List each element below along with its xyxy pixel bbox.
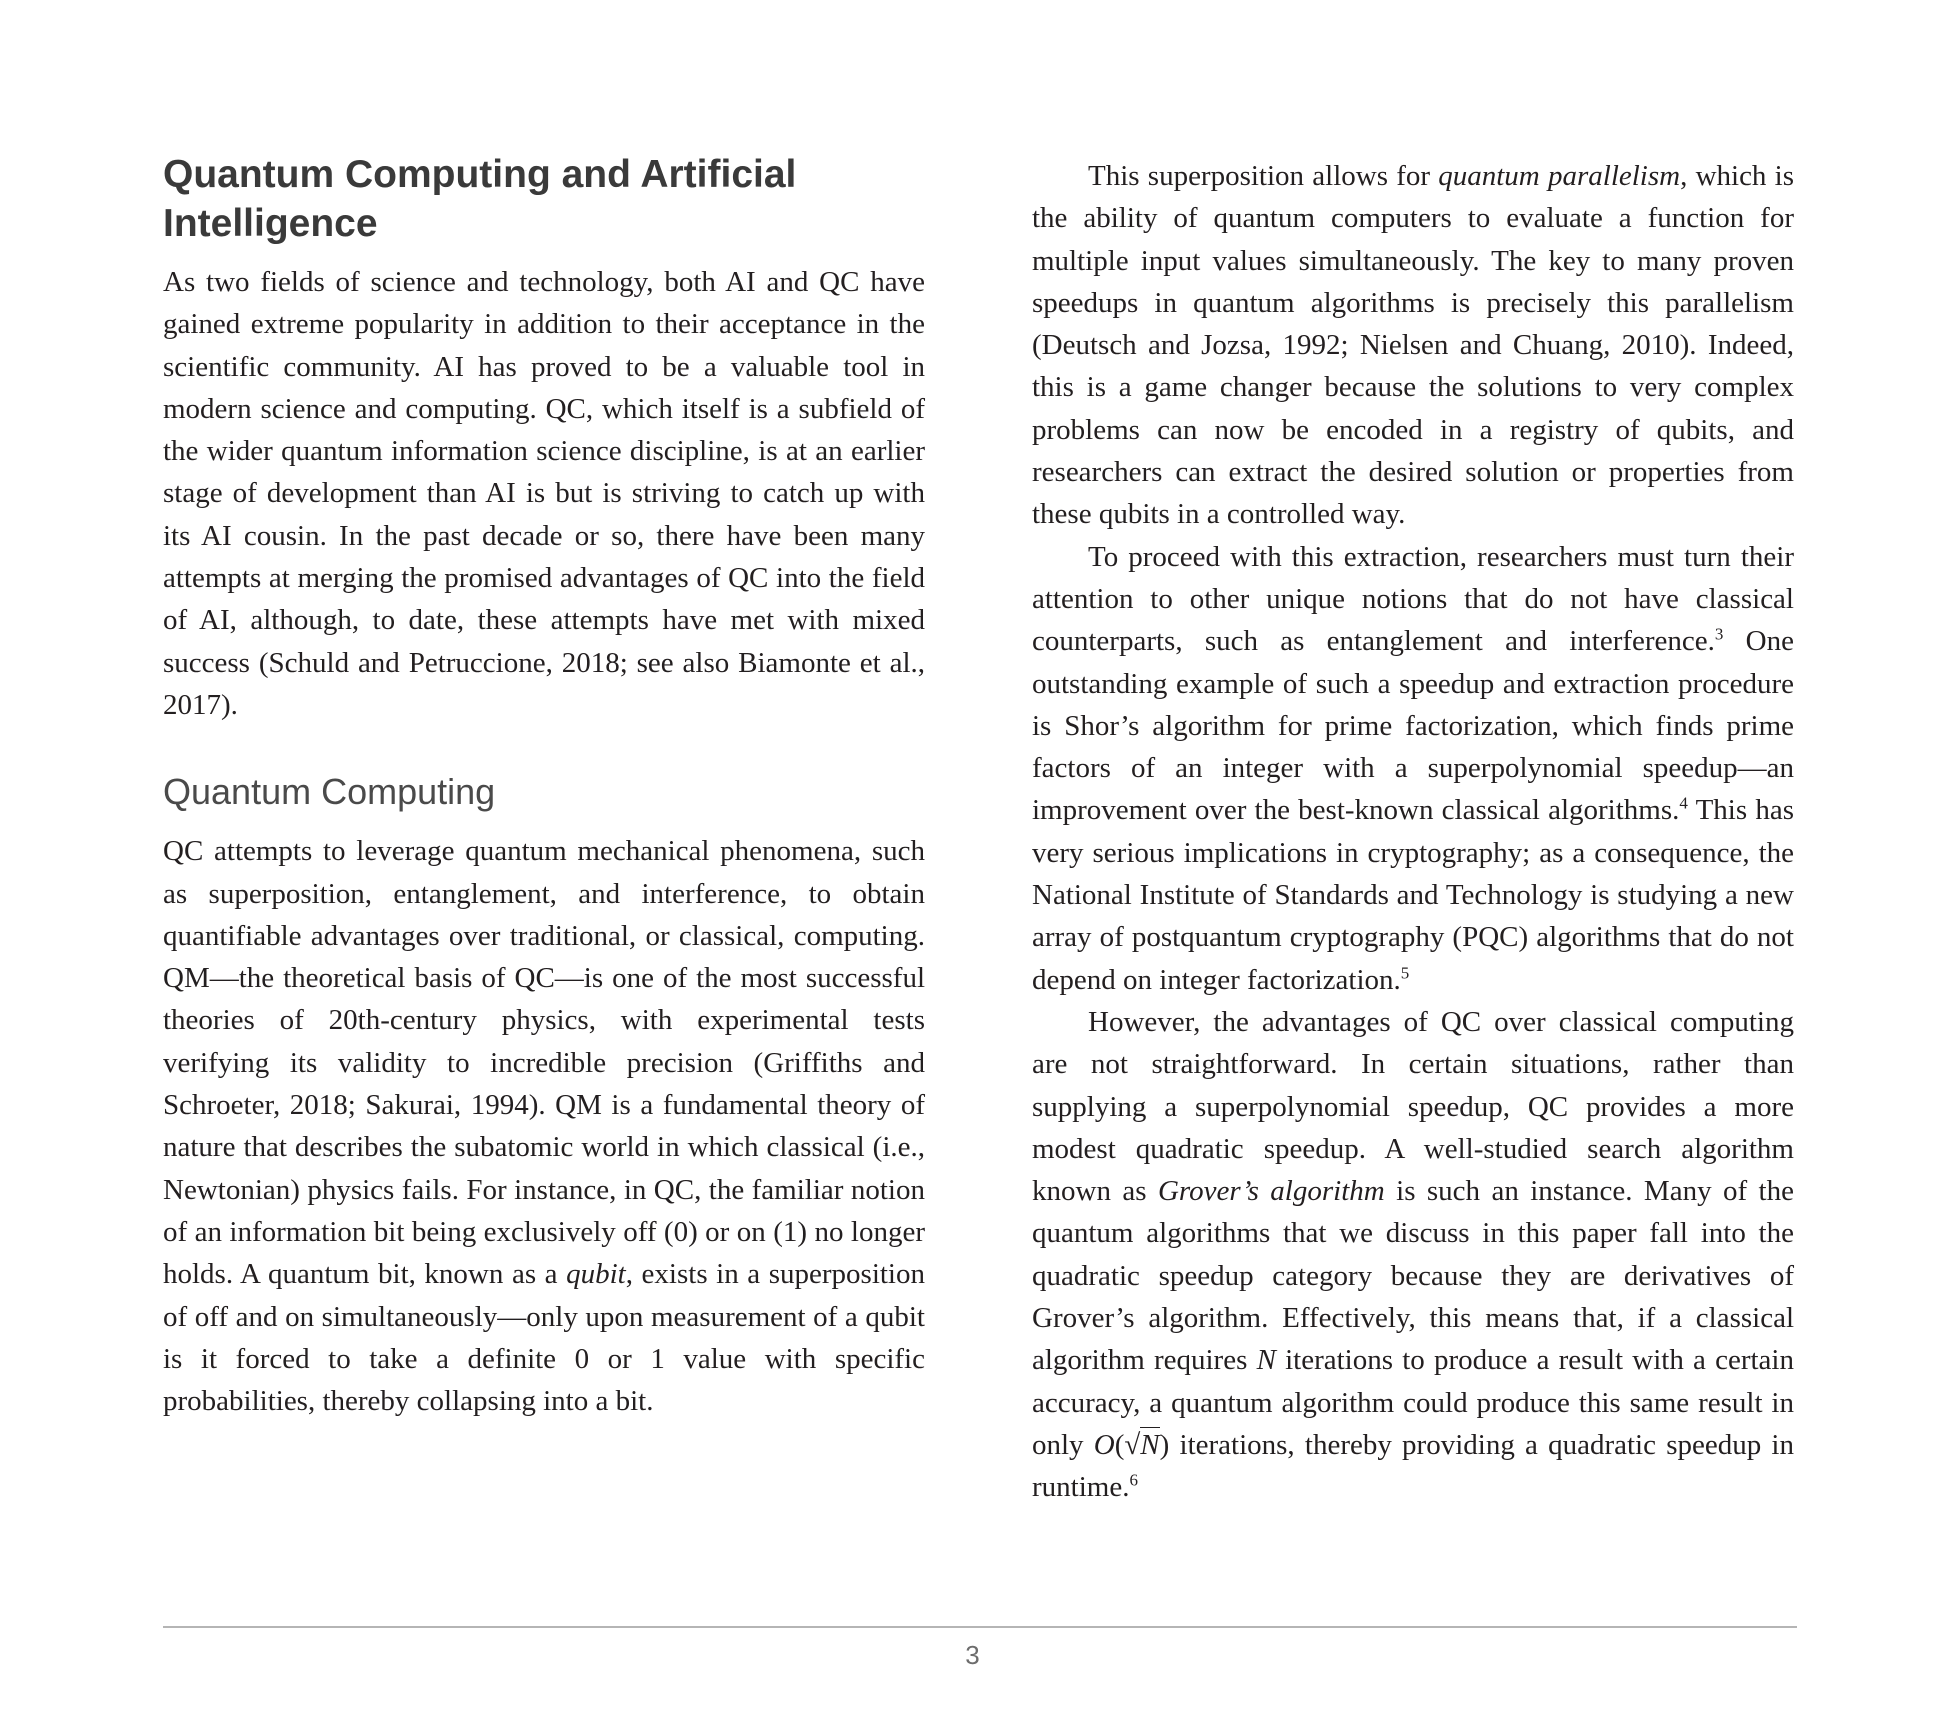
variable-n: N [1256,1344,1276,1377]
footnote-ref-3[interactable]: 3 [1714,624,1724,644]
grover-paragraph [1032,1001,1794,1509]
math-open: (√ [1114,1428,1141,1461]
section-heading: Quantum Computing and Artificial Intelligence [163,153,797,245]
footnote-ref-4[interactable]: 4 [1679,793,1688,813]
math-o: O [1093,1428,1115,1461]
subsection-heading: Quantum Computing [163,771,496,813]
qubit-term: qubit [566,1258,626,1291]
grover-text-4: iterations, thereby providing a quadratic speedup in runtime. [1032,1428,1794,1504]
grover-text-1: However, the advantages of QC over classical computing are not straightforward. In certain situations, rather than supplying a superpolynomial speedup, QC provides a more modest quadratic speedup. A well-studied search algorithm known as [1032,1005,1794,1208]
grover-text-2: is such an instance. Many of the quantum algorithms that we discuss in this paper fall into the quadratic speedup category because they are derivatives of Grover’s algorithm. Effectively, this means that, if a classical algorithm requires [1032,1175,1794,1377]
math-n: N [1140,1428,1160,1461]
footnote-ref-5[interactable]: 5 [1400,962,1410,982]
page-number: 3 [965,1640,980,1670]
footer-divider [163,1626,1797,1628]
extraction-text-1: To proceed with this extraction, researchers must turn their attention to other unique notions that do not have classical counterparts, such as entanglement and interference. [1032,540,1794,658]
left-column [163,150,925,1422]
quantum-parallelism-term: quantum parallelism [1438,160,1681,192]
intro-paragraph: As two fields of science and technology, both AI and QC have gained extreme popularity in addition to their acceptance in the scientific community. AI has proved to be a valuable tool in modern science and computing. QC, which itself is a subfield of the wider quantum information science discipline, is at an earlier stage of development than AI is but is striving to catch up with its AI cousin. In the past decade or so, there have been many attempts at merging the promised advantages of QC into the field of AI, although, to date, these attempts have met with mixed success (Schuld and Petruccione, 2018; see also Biamonte et al., 2017). [163,266,925,721]
qc-paragraph [163,830,925,1422]
extraction-text-2: One outstanding example of such a speedup and extraction procedure is Shor’s algorithm for prime factorization, which finds prime factors of an integer with a superpolynomial speedup—an improvement over the best-known classical algorithms. [1032,625,1794,827]
qc-paragraph-text-2: , exists in a superposition of off and on simultaneously—only upon measurement of a qubit is it forced to take a definite 0 or 1 value with specific probabilities, thereby collapsing into a bit. [163,1258,925,1418]
footnote-ref-6[interactable]: 6 [1129,1470,1138,1490]
math-close: ) [1159,1428,1170,1461]
grover-text-3: iterations to produce a result with a certain accuracy, a quantum algorithm could produce this same result in only [1032,1344,1794,1461]
parallelism-paragraph [1032,155,1794,536]
extraction-text-3: This has very serious implications in cryptography; as a consequence, the National Institute of Standards and Technology is studying a new array of postquantum cryptography (PQC) algorithms that do not depend on integer factorization. [1032,794,1794,996]
grovers-algorithm-term: Grover’s algorithm [1157,1175,1385,1208]
big-o-sqrt-n-formula [1094,1427,1170,1461]
parallelism-text-1: This superposition allows for [1088,160,1439,192]
qc-paragraph-text-1: QC attempts to leverage quantum mechanical phenomena, such as superposition, entanglement, and interference, to obtain quantifiable advantages over traditional, or classical, computing. QM—the theoretical basis of QC—is one of the most successful theories of 20th-century physics, with experimental tests verifying its validity to incredible precision (Griffiths and Schroeter, 2018; Sakurai, 1994). QM is a fundamental theory of nature that describes the subatomic world in which classical (i.e., Newtonian) physics fails. For instance, in QC, the familiar notion of an information bit being exclusively off (0) or on (1) no longer holds. A quantum bit, known as a [163,835,925,1291]
extraction-paragraph [1032,536,1794,1001]
right-column [1032,155,1794,1509]
parallelism-text-2: , which is the ability of quantum computers to evaluate a function for multiple input values simultaneously. The key to many proven speedups in quantum algorithms is precisely this parallelism (Deutsch and Jozsa, 1992; Nielsen and Chuang, 2010). Indeed, this is a game changer because the solutions to very complex problems can now be encoded in a registry of qubits, and researchers can extract the desired solution or properties from these qubits in a controlled way. [1032,160,1795,531]
